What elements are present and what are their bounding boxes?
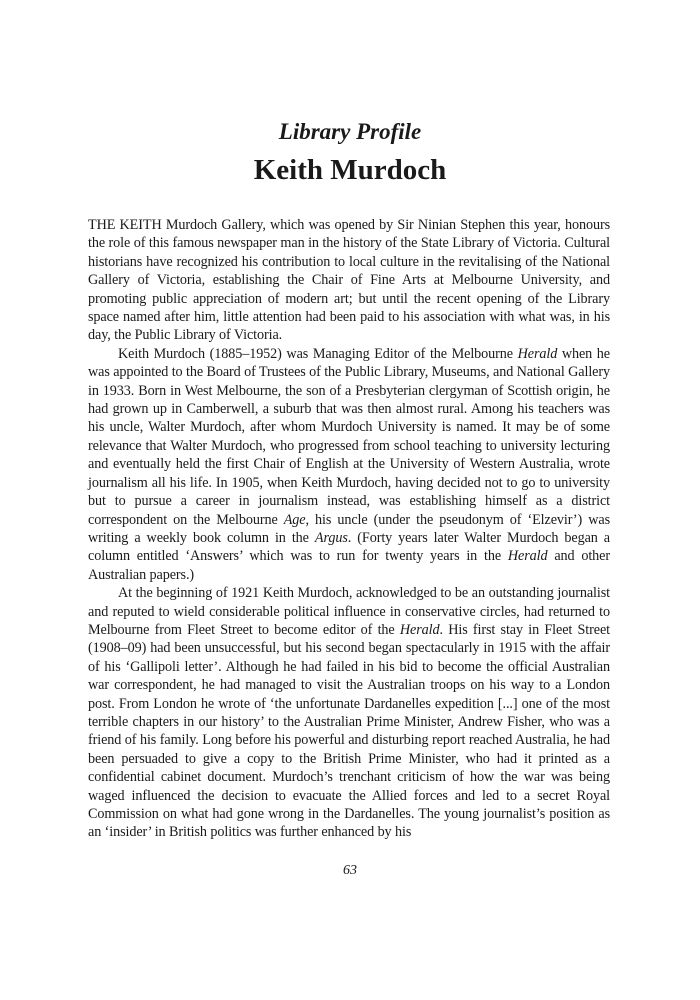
body-paragraph	[88, 345, 610, 584]
page-number: 63	[343, 863, 357, 878]
paragraph-text: , his uncle (under the pseudonym of ‘Elzevir’) was writing a weekly book column in the	[88, 511, 610, 546]
article-body	[88, 216, 610, 842]
article-title: Keith Murdoch	[253, 154, 447, 186]
italic-title-text: Herald	[517, 345, 558, 362]
paragraph-text: . His first stay in Fleet Street (1908–09) had been unsuccessful, but his second began spectacularly in 1915 with the affair of his ‘Gallipoli letter’. Although he had failed in his bid to become the official Australian war correspondent, he had managed to visit the Australian troops on his way to a London post. From London he wrote of ‘the unfortunate Dardanelles expedition [...] one of the most terrible chapters in our history’ to the Australian Prime Minister, Andrew Fisher, who was a friend of his family. Long before his powerful and disturbing report reached Australia, he had been persuaded to give a copy to the British Prime Minister, who had it printed as a confidential cabinet document. Murdoch’s trenchant criticism of how the war was being waged influenced the decision to evacuate the Allied forces and led to a secret Royal Commission on what had gone wrong in the Dardanelles. The young journalist’s position as an ‘insider’ in British politics was further enhanced by his	[88, 621, 611, 841]
paragraph-text: At the beginning of 1921 Keith Murdoch, acknowledged to be an outstanding journalist and reputed to wield considerable political influence in conservative circles, had returned to Melbourne from Fleet Street to become editor of the	[88, 585, 610, 638]
body-paragraph	[88, 216, 610, 345]
italic-title-text: Argus	[314, 529, 348, 546]
section-kicker: Library Profile	[278, 119, 422, 144]
paragraph-text: when he was appointed to the Board of Trustees of the Public Library, Museums, and National Gallery in 1933. Born in West Melbourne, the son of a Presbyterian clergyman of Scottish origin, he had grown up in Camberwell, a suburb that was then almost rural. Among his teachers was his uncle, Walter Murdoch, after whom Murdoch University is named. It may be of some relevance that Walter Murdoch, who progressed from school teaching to university lecturing and eventually held the first Chair of English at the University of Western Australia, wrote journalism all his life. In 1905, when Keith Murdoch, having decided not to go to university but to pursue a career in journalism instead, was establishing himself as a district correspondent on the Melbourne	[88, 345, 610, 528]
paragraph-text: Keith Murdoch (1885–1952) was Managing Editor of the Melbourne	[118, 345, 518, 362]
italic-title-text: Herald	[399, 621, 440, 638]
paragraph-text: and other Australian papers.)	[88, 548, 611, 583]
article-header	[0, 118, 700, 188]
italic-title-text: Age	[283, 511, 306, 528]
italic-title-text: Herald	[507, 548, 548, 565]
paragraph-text: . (Forty years later Walter Murdoch began a column entitled ‘Answers’ which was to run for twenty years in the	[88, 529, 610, 565]
body-paragraph	[88, 584, 610, 842]
paragraph-text: THE KEITH Murdoch Gallery, which was opened by Sir Ninian Stephen this year, honours the role of this famous newspaper man in the history of the State Library of Victoria. Cultural historians have recognized his contribution to local culture in the revitalising of the National Gallery of Victoria, establishing the Chair of Fine Arts at Melbourne University, and promoting public appreciation of modern art; but until the recent opening of the Library space named after him, little attention had been paid to his association with what was, in his day, the Public Library of Victoria.	[88, 217, 610, 344]
